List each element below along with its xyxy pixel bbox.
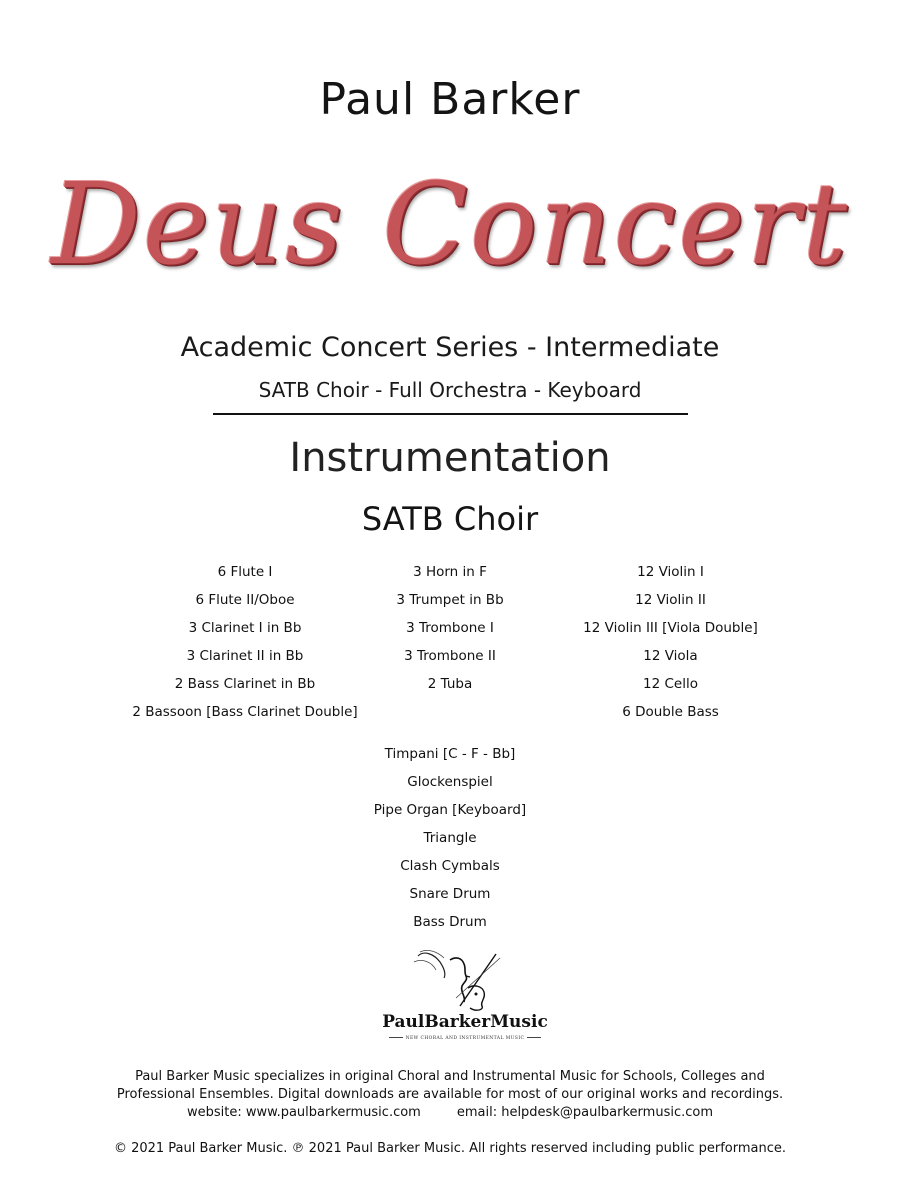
- list-item: 2 Bassoon [Bass Clarinet Double]: [132, 704, 358, 720]
- series-subtitle: Academic Concert Series - Intermediate: [180, 332, 720, 363]
- list-item: 2 Tuba: [427, 676, 473, 692]
- list-item: Triangle: [423, 830, 477, 846]
- list-item: 12 Violin III [Viola Double]: [583, 620, 758, 636]
- list-item: Pipe Organ [Keyboard]: [373, 802, 527, 818]
- footer-contact: [0, 1104, 900, 1122]
- percussion-keyboard-list: [300, 740, 600, 936]
- list-item: 3 Trombone I: [406, 620, 494, 636]
- list-item: 3 Clarinet I in Bb: [188, 620, 302, 636]
- composer-name: Paul Barker: [319, 74, 581, 125]
- logo-wordmark: PaulBarkerMusic: [382, 1012, 548, 1032]
- choir-heading: SATB Choir: [361, 500, 539, 538]
- list-item: 3 Horn in F: [413, 564, 487, 580]
- list-item: 12 Cello: [643, 676, 698, 692]
- list-item: Glockenspiel: [407, 774, 493, 790]
- list-item: 6 Flute II/Oboe: [195, 592, 295, 608]
- publisher-logo: [380, 948, 550, 1048]
- list-item: 3 Trumpet in Bb: [396, 592, 504, 608]
- list-item: 3 Clarinet II in Bb: [186, 648, 304, 664]
- woodwinds-list: [130, 558, 360, 726]
- list-item: Timpani [C - F - Bb]: [384, 746, 516, 762]
- instrumentation-heading: Instrumentation: [289, 435, 611, 481]
- list-item: 12 Violin II: [635, 592, 706, 608]
- divider-rule: [213, 413, 688, 415]
- performing-forces: SATB Choir - Full Orchestra - Keyboard: [258, 378, 642, 402]
- list-item: 12 Viola: [643, 648, 698, 664]
- list-item: 3 Trombone II: [404, 648, 496, 664]
- logo-tagline: NEW CHORAL AND INSTRUMENTAL MUSIC: [380, 1036, 550, 1041]
- work-title: Deus Concert: [50, 160, 850, 290]
- footer-description-line2: Professional Ensembles. Digital downloads are available for most of our original works and recordings.: [116, 1087, 784, 1102]
- list-item: Snare Drum: [409, 886, 491, 902]
- email-link[interactable]: email: helpdesk@paulbarkermusic.com: [456, 1105, 714, 1120]
- copyright-notice: © 2021 Paul Barker Music. ℗ 2021 Paul Barker Music. All rights reserved including public performance.: [113, 1141, 787, 1156]
- footer-description-line1: Paul Barker Music specializes in original Choral and Instrumental Music for Schools, Colleges and: [135, 1069, 765, 1084]
- list-item: 6 Double Bass: [622, 704, 719, 720]
- list-item: 6 Flute I: [217, 564, 273, 580]
- strings-list: [528, 558, 813, 726]
- violin-face-icon: [410, 948, 520, 1012]
- list-item: Clash Cymbals: [400, 858, 500, 874]
- website-link[interactable]: website: www.paulbarkermusic.com: [186, 1105, 421, 1120]
- list-item: 12 Violin I: [637, 564, 704, 580]
- list-item: Bass Drum: [413, 914, 487, 930]
- list-item: 2 Bass Clarinet in Bb: [174, 676, 316, 692]
